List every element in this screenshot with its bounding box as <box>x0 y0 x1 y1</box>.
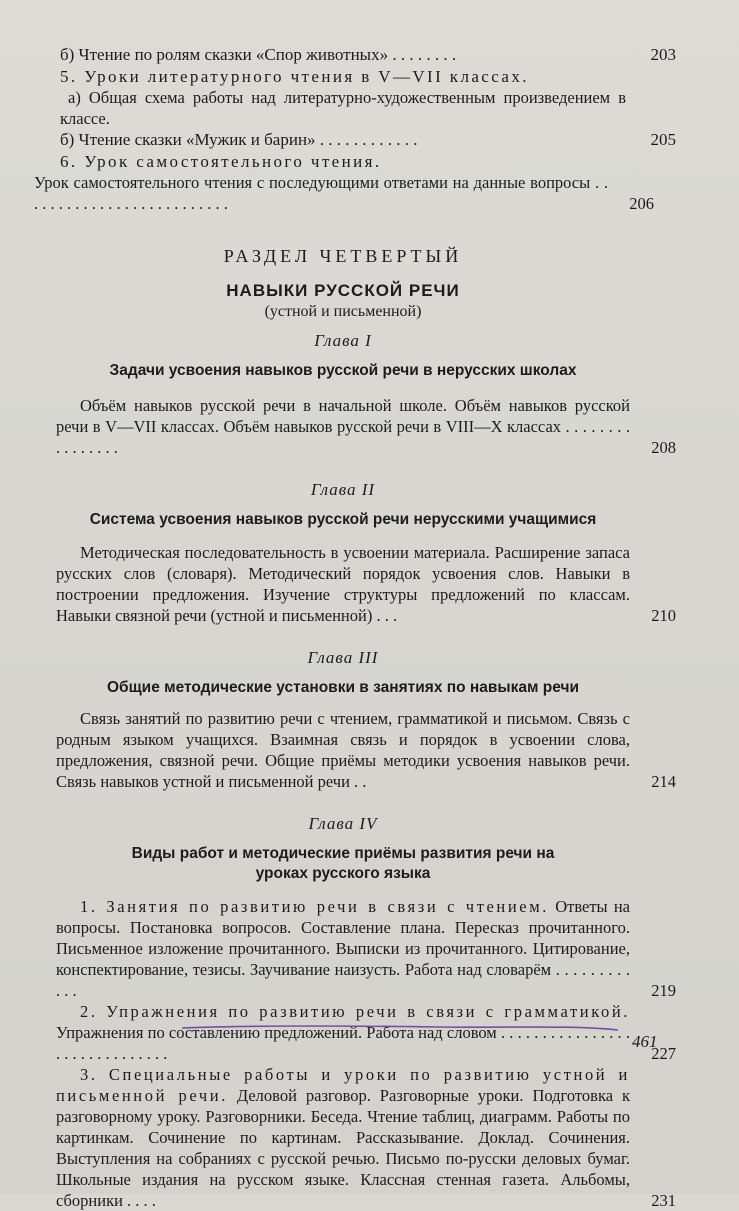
chapter-entry <box>56 542 676 626</box>
chapter-title: Система усвоения навыков русской речи нерусскими учащимися <box>89 511 597 528</box>
toc-page-number: 208 <box>651 438 676 457</box>
chapter-title: Задачи усвоения навыков русской речи в нерусских школах <box>109 362 577 379</box>
toc-entry-text: Урок самостоятельного чтения с последующими ответами на данные вопросы . . . . . . . . . . . . . . . . . . . . . . . . . . <box>34 173 608 213</box>
item-rest: Ответы на вопросы. Постановка вопросов. Составление плана. Пересказ прочитанного. Письменное изложение прочитанного. Выписки из прочитанного. Цитирование, конспектирование, тезисы. Заучивание наизусть. Работа над словарём . . . . . . . . . . . . <box>56 897 630 1000</box>
item-lead: 3. Специальные работы и уроки по развитию устной и письменной речи. <box>56 1065 630 1105</box>
toc-page-number: 205 <box>650 130 676 149</box>
toc-page-number: 206 <box>629 193 654 213</box>
toc-entry-text: б) Чтение по ролям сказки «Спор животных» . . . . . . . . <box>60 45 457 64</box>
toc-entry <box>60 151 676 173</box>
part-subtitle: (устной и письменной) <box>264 303 422 320</box>
toc-entry <box>34 172 676 214</box>
chapter-body <box>56 896 630 1001</box>
toc-entry-text: 6. Урок самостоятельного чтения. <box>60 151 382 171</box>
chapter-body <box>56 1064 630 1211</box>
section-title: РАЗДЕЛ ЧЕТВЕРТЫЙ <box>223 246 463 266</box>
item-rest: Деловой разговор. Разговорные уроки. Подготовка к разговорному уроку. Разговорники. Беседа. Чтение таблиц, диаграмм. Работы по картинкам. Сочинение по картинам. Рассказывание. Доклад. Сочинения. Выступления на собраниях с русской речью. Письмо по-русски деловых бумаг. Школьные издания на русском языке. Классная стенная газета. Альбомы, сборники . . . . <box>56 1086 630 1210</box>
toc-entry <box>60 44 676 66</box>
toc-page-number: 227 <box>651 1044 676 1063</box>
chapter-label: Глава I <box>314 331 372 350</box>
item-lead: 2. Упражнения по развитию речи в связи с грамматикой. <box>80 1002 630 1021</box>
chapter-entry <box>56 1064 676 1211</box>
chapter-title: Виды работ и методические приёмы развития речи на уроках русского языка <box>131 845 555 882</box>
part-title: НАВЫКИ РУССКОЙ РЕЧИ <box>226 281 460 300</box>
toc-entry <box>60 129 676 151</box>
pen-underline-mark <box>180 1022 620 1036</box>
toc-page-number: 231 <box>651 1191 676 1210</box>
chapter-body: Методическая последовательность в усвоении материала. Расширение запаса русских слов (словаря). Методический порядок усвоения слов. Навыки в построении предложения. Изучение структуры предложений по классам. Навыки связной речи (устной и письменной) . . . <box>56 543 630 625</box>
item-lead: 1. Занятия по развитию речи в связи с чтением. <box>80 897 549 916</box>
toc-page-number: 203 <box>650 45 676 64</box>
chapter-title: Общие методические установки в занятиях по навыкам речи <box>106 679 580 696</box>
toc-entry-text: б) Чтение сказки «Мужик и барин» . . . . . . . . . . . . <box>60 130 418 149</box>
toc-page-number: 214 <box>651 772 676 791</box>
toc-page-number: 210 <box>651 606 676 625</box>
chapter-entry <box>56 896 676 1001</box>
toc-entry <box>60 66 676 88</box>
toc-entry <box>60 87 626 129</box>
chapter-body: Объём навыков русской речи в начальной школе. Объём навыков русской речи в V—VII классах. Объём навыков русской речи в VIII—X классах . . . . . . . . . . . . . . . . <box>56 396 630 457</box>
chapter-entry <box>56 708 676 792</box>
page-number: 461 <box>632 1032 658 1051</box>
chapter-entry <box>56 395 676 458</box>
chapter-label: Глава IV <box>308 814 378 833</box>
toc-entry-text: а) Общая схема работы над литературно-художественным произведением в классе. <box>60 88 626 128</box>
toc-entry-text: 5. Уроки литературного чтения в V—VII классах. <box>60 66 529 86</box>
chapter-body: Связь занятий по развитию речи с чтением, грамматикой и письмом. Связь с родным языком учащихся. Взаимная связь и порядок в усвоении слова, предложения, связной речи. Общие приёмы методики усвоения навыков речи. Связь навыков устной и письменной речи . . <box>56 709 630 791</box>
toc-page-number: 219 <box>651 981 676 1000</box>
chapter-label: Глава II <box>310 480 376 499</box>
chapter-label: Глава III <box>307 648 379 667</box>
item-rest: Упражнения по составлению предложений. Работа над словом . . . . . . . . . . . . . . . . . . . . . . . . . . . . . . <box>56 1023 630 1063</box>
